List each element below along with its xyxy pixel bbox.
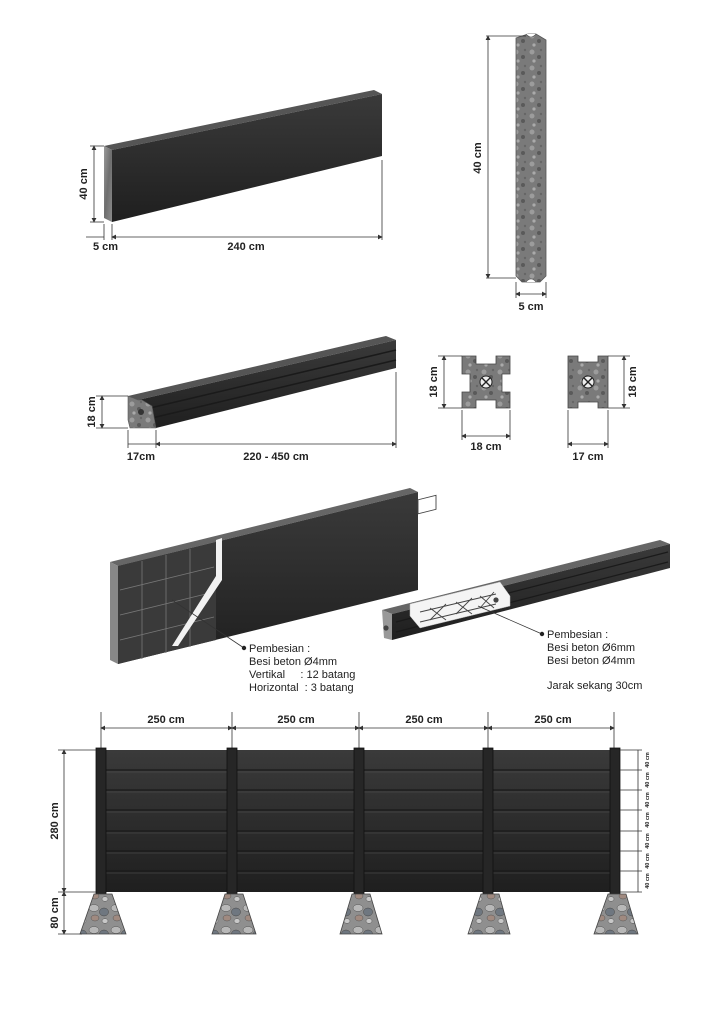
panel-side-thickness-label: 5 cm xyxy=(518,301,544,313)
footing xyxy=(594,894,638,934)
fence-post xyxy=(96,748,106,894)
column-rebar-callout xyxy=(478,606,642,692)
row-height-dimensions xyxy=(620,750,651,892)
row-label-7: 40 cm xyxy=(645,873,651,889)
panel-thickness-dimension xyxy=(86,224,118,253)
footing-height-dimension xyxy=(49,892,82,934)
panel-side-thickness-dimension xyxy=(516,282,546,313)
panel-height-label: 40 cm xyxy=(78,168,90,200)
panel-rebar-cutaway xyxy=(110,488,418,664)
section-b-width-label: 17 cm xyxy=(572,451,604,463)
fence-span-dimensions xyxy=(101,712,614,748)
panel-side-view xyxy=(516,34,546,282)
fence-post xyxy=(483,748,493,894)
column-rebar-line2: Besi beton Ø4mm xyxy=(547,655,636,667)
column-rebar-cutaway xyxy=(382,495,670,640)
footing xyxy=(80,894,126,934)
section-a-width-dimension xyxy=(462,410,510,453)
fence-height-label: 280 cm xyxy=(49,802,61,840)
section-b-width-dimension xyxy=(568,410,608,463)
span-label-3: 250 cm xyxy=(405,714,443,726)
fence-post xyxy=(610,748,620,894)
column-height-label: 18 cm xyxy=(86,396,98,428)
footing xyxy=(468,894,510,934)
footing xyxy=(340,894,382,934)
section-b-height-label: 18 cm xyxy=(627,366,639,398)
fence-height-dimension xyxy=(49,750,96,892)
section-a-height-label: 18 cm xyxy=(428,366,440,398)
row-label-5: 40 cm xyxy=(645,833,651,849)
column-rebar-spacing: Jarak sekang 30cm xyxy=(547,680,643,692)
span-label-2: 250 cm xyxy=(277,714,315,726)
panel-length-label: 240 cm xyxy=(227,241,265,253)
row-label-3: 40 cm xyxy=(645,792,651,808)
panel-rebar-line1: Besi beton Ø4mm xyxy=(249,656,338,668)
row-label-6: 40 cm xyxy=(645,853,651,869)
panel-rebar-title: Pembesian : xyxy=(249,643,311,655)
section-a-height-dimension xyxy=(428,356,462,408)
footing-height-label: 80 cm xyxy=(49,897,61,929)
panel-rebar-line2: Vertikal : 12 batang xyxy=(249,669,356,681)
column-length-label: 220 - 450 cm xyxy=(243,451,309,463)
fence-footings xyxy=(80,894,638,934)
panel-rebar-line3: Horizontal : 3 batang xyxy=(249,682,354,694)
column-rebar-title: Pembesian : xyxy=(547,629,609,641)
column-section-end xyxy=(568,356,608,408)
column-width-label: 17cm xyxy=(126,451,156,463)
row-label-4: 40 cm xyxy=(645,812,651,828)
section-a-width-label: 18 cm xyxy=(470,441,502,453)
column-section-cross xyxy=(462,356,510,408)
panel-perspective xyxy=(104,90,382,222)
column-height-dimension xyxy=(86,396,128,428)
panel-thickness-label: 5 cm xyxy=(93,241,119,253)
column-width-dimension xyxy=(127,430,156,463)
fence-post xyxy=(227,748,237,894)
column-rebar-line1: Besi beton Ø6mm xyxy=(547,642,636,654)
footing xyxy=(212,894,256,934)
fence-wall xyxy=(96,748,620,894)
span-label-4: 250 cm xyxy=(534,714,572,726)
section-b-height-dimension xyxy=(608,356,639,408)
panel-height-dimension xyxy=(78,146,104,222)
row-label-1: 40 cm xyxy=(645,752,651,768)
span-label-1: 250 cm xyxy=(147,714,185,726)
column-perspective xyxy=(128,336,396,428)
fence-post xyxy=(354,748,364,894)
row-label-2: 40 cm xyxy=(645,772,651,788)
panel-side-height-label: 40 cm xyxy=(472,142,484,174)
